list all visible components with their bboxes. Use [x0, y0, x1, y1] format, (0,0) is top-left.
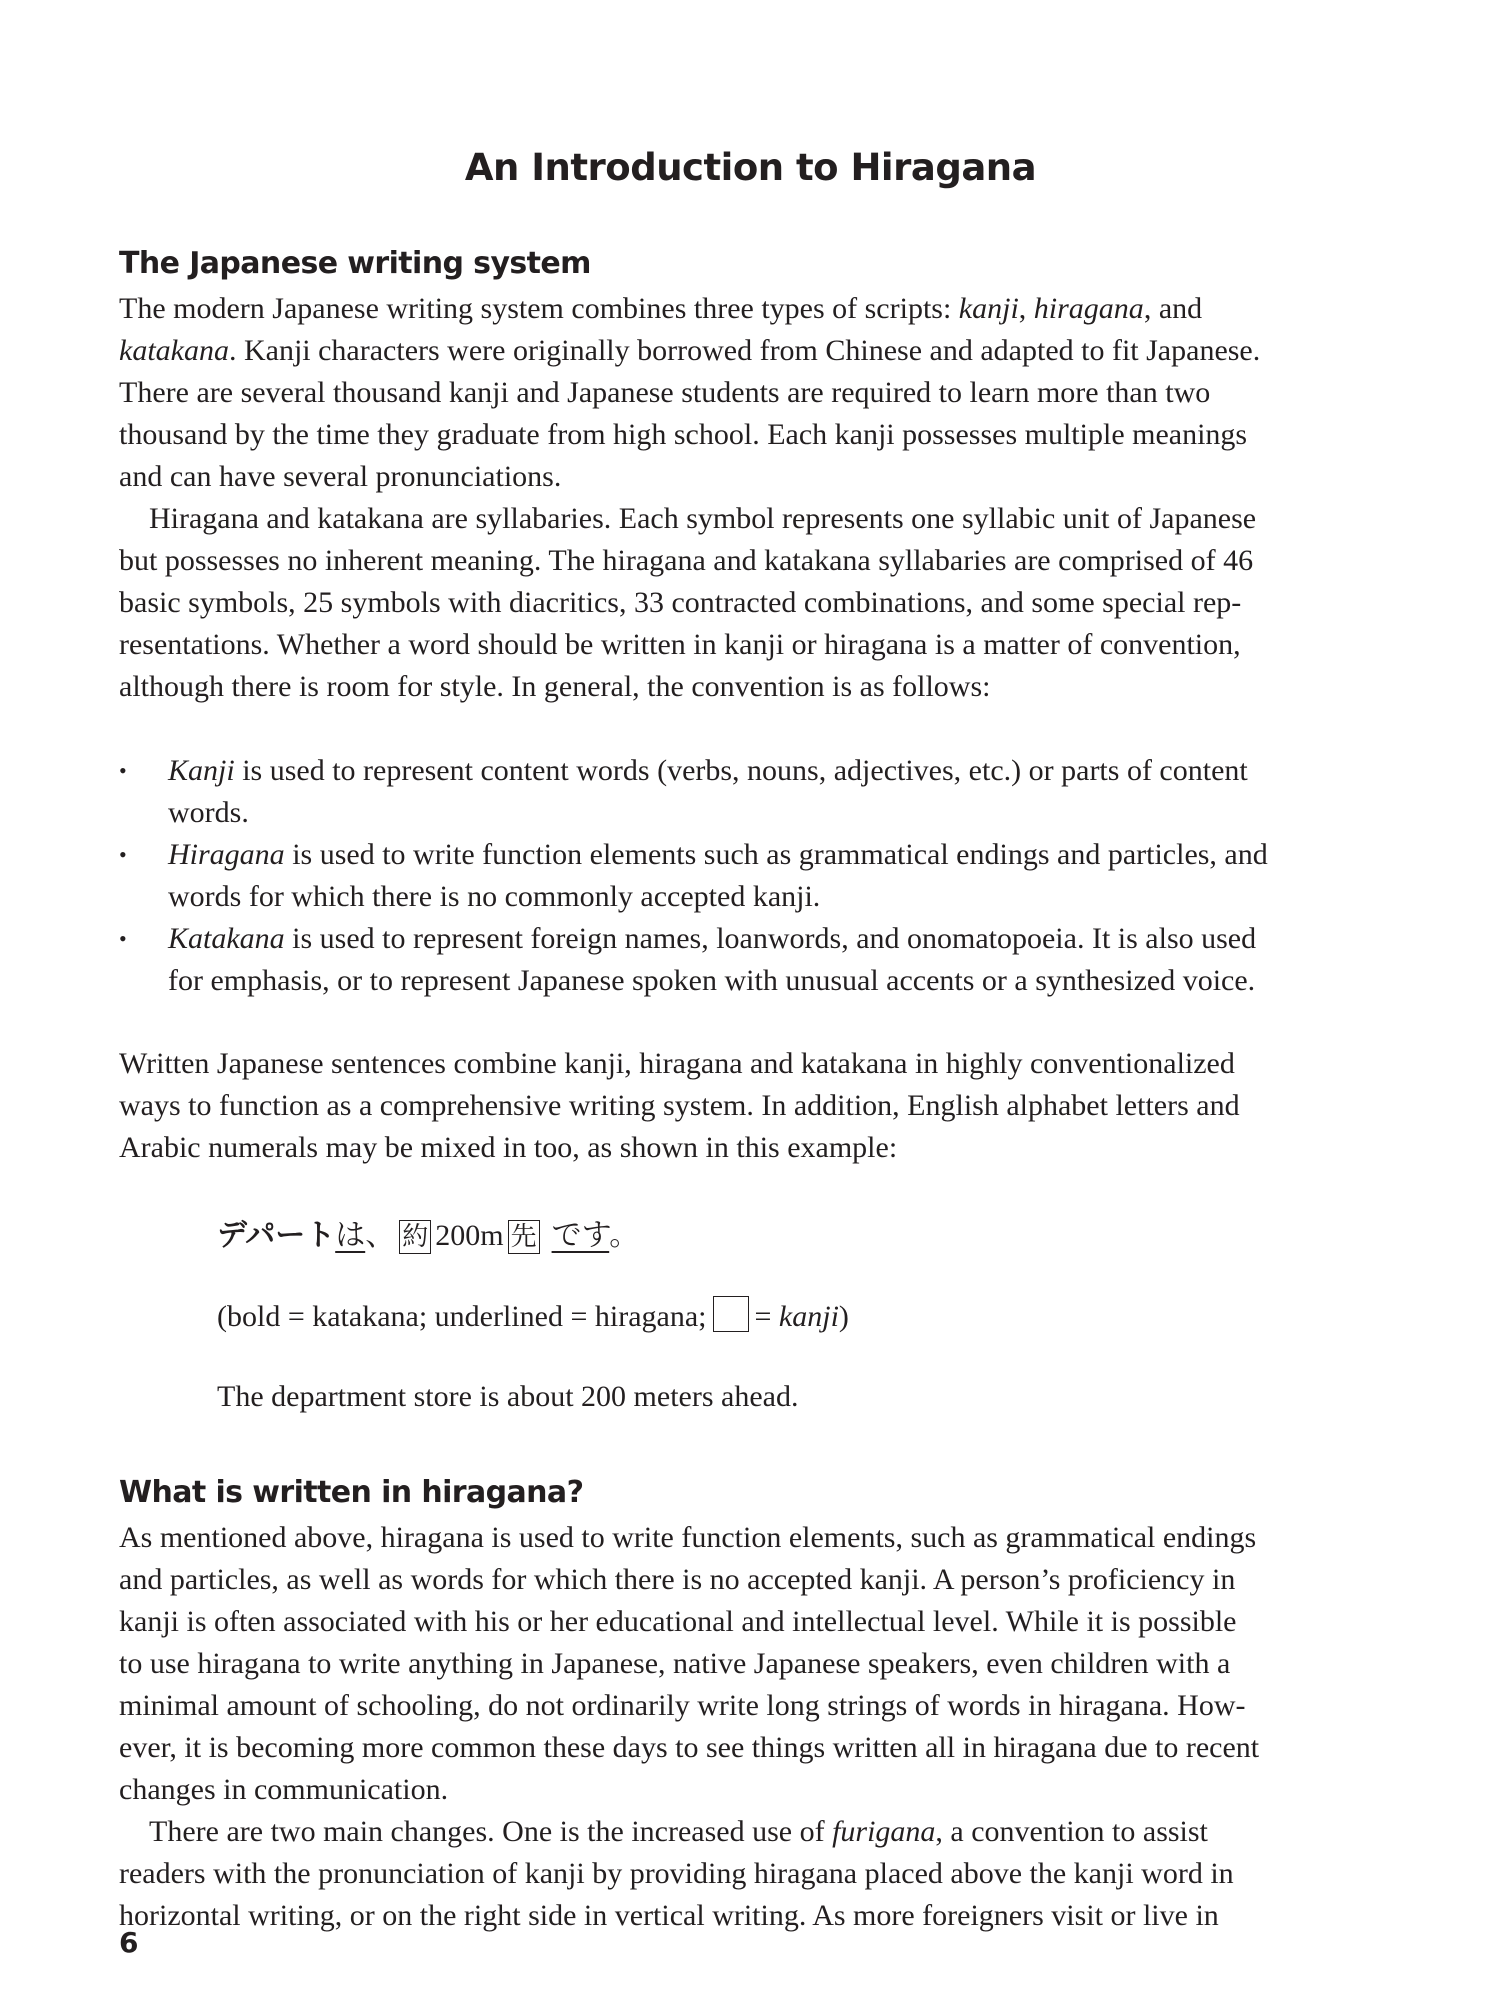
- example-translation: The department store is about 200 meters ahead.: [217, 1380, 799, 1413]
- page-number: 6: [119, 1926, 139, 1959]
- paragraph-syllabaries: [119, 498, 1409, 708]
- text-line: [119, 288, 1409, 330]
- text-line: [119, 372, 1409, 414]
- kanji-approx: 約: [399, 1220, 431, 1254]
- text-line: [119, 1769, 1409, 1811]
- kanji-ahead: 先: [508, 1220, 540, 1254]
- text-line: [119, 1127, 1409, 1169]
- text-run: . Kanji characters were originally borrowed from Chinese and adapted to fit Japanese.: [228, 334, 1261, 367]
- text-run: readers with the pronunciation of kanji by providing hiragana placed above the kanji word in: [119, 1857, 1234, 1890]
- text-run: ever, it is becoming more common these days to see things written all in hiragana due to recent: [119, 1731, 1260, 1764]
- katakana-word: デパート: [217, 1218, 336, 1253]
- legend-equals: =: [754, 1300, 779, 1333]
- text-line: [119, 1043, 1409, 1085]
- bullet-term: Katakana: [168, 922, 285, 955]
- bullet-line: [168, 960, 1419, 1002]
- text-run: Written Japanese sentences combine kanji, hiragana and katakana in highly conventionalized: [119, 1047, 1235, 1080]
- text-line: [119, 498, 1409, 540]
- text-line: [119, 624, 1409, 666]
- text-run: ,: [1018, 292, 1034, 325]
- text-line: [119, 582, 1409, 624]
- text-run: basic symbols, 25 symbols with diacritics, 33 contracted combinations, and some special rep-: [119, 586, 1242, 619]
- bullet-line: [168, 918, 1419, 960]
- bullet-item: [119, 834, 1419, 918]
- convention-bullet-list: [119, 750, 1419, 1002]
- example-legend: [217, 1296, 849, 1334]
- text-run: minimal amount of schooling, do not ordinarily write long strings of words in hiragana. How-: [119, 1689, 1246, 1722]
- bullet-item: [119, 918, 1419, 1002]
- bullet-text: is used to represent foreign names, loanwords, and onomatopoeia. It is also used: [284, 922, 1257, 955]
- legend-text: (bold = katakana; underlined = hiragana;: [217, 1300, 707, 1333]
- italic-term: furigana: [832, 1815, 936, 1848]
- text-line: [119, 1085, 1409, 1127]
- text-line: [119, 540, 1409, 582]
- bullet-icon: •: [119, 842, 127, 867]
- text-line: [119, 1685, 1409, 1727]
- bullet-text: for emphasis, or to represent Japanese spoken with unusual accents or a synthesized voice.: [168, 964, 1256, 997]
- text-line: [119, 666, 1409, 708]
- bullet-text: words.: [168, 796, 249, 829]
- text-line: [119, 1559, 1409, 1601]
- text-run: although there is room for style. In general, the convention is as follows:: [119, 670, 991, 703]
- legend-close: ): [838, 1300, 849, 1333]
- text-line: [119, 1727, 1409, 1769]
- bullet-term: Hiragana: [168, 838, 285, 871]
- text-run: but possesses no inherent meaning. The hiragana and katakana syllabaries are comprised of 46: [119, 544, 1254, 577]
- japanese-example-sentence: [217, 1210, 639, 1254]
- text-line: [119, 1517, 1409, 1559]
- text-run: ways to function as a comprehensive writing system. In addition, English alphabet letters and: [119, 1089, 1240, 1122]
- bullet-line: [168, 834, 1419, 876]
- bullet-term: Kanji: [168, 754, 235, 787]
- bullet-icon: •: [119, 758, 127, 783]
- bullet-line: [168, 876, 1419, 918]
- text-line: [119, 414, 1409, 456]
- text-line: [119, 1601, 1409, 1643]
- kanji-box-symbol: [713, 1296, 749, 1332]
- italic-term: hiragana: [1033, 292, 1144, 325]
- bullet-text: words for which there is no commonly accepted kanji.: [168, 880, 821, 913]
- text-line: [119, 1853, 1409, 1895]
- text-run: to use hiragana to write anything in Japanese, native Japanese speakers, even children with a: [119, 1647, 1231, 1680]
- text-run: Arabic numerals may be mixed in too, as shown in this example:: [119, 1131, 898, 1164]
- text-run: and particles, as well as words for which there is no accepted kanji. A person’s proficiency in: [119, 1563, 1236, 1596]
- text-run: and can have several pronunciations.: [119, 460, 562, 493]
- japanese-comma: 、: [365, 1218, 396, 1253]
- text-run: As mentioned above, hiragana is used to write function elements, such as grammatical endings: [119, 1521, 1257, 1554]
- text-run: resentations. Whether a word should be written in kanji or hiragana is a matter of convention,: [119, 628, 1241, 661]
- page-title: An Introduction to Hiragana: [464, 146, 1037, 189]
- text-run: Hiragana and katakana are syllabaries. Each symbol represents one syllabic unit of Japanese: [149, 502, 1257, 535]
- text-line: [119, 1895, 1409, 1937]
- bullet-line: [168, 792, 1419, 834]
- section-heading-writing-system: The Japanese writing system: [119, 246, 591, 281]
- number-200m: 200m: [435, 1219, 504, 1252]
- text-line: [119, 330, 1409, 372]
- text-run: thousand by the time they graduate from high school. Each kanji possesses multiple meanings: [119, 418, 1248, 451]
- text-run: The modern Japanese writing system combines three types of scripts:: [119, 292, 959, 325]
- text-line: [119, 456, 1409, 498]
- bullet-item: [119, 750, 1419, 834]
- paragraph-what-hiragana: [119, 1517, 1409, 1811]
- legend-kanji: kanji: [778, 1300, 839, 1333]
- paragraph-intro: [119, 288, 1409, 498]
- italic-term: kanji: [958, 292, 1019, 325]
- italic-term: katakana: [119, 334, 229, 367]
- text-run: , and: [1143, 292, 1203, 325]
- text-run: There are several thousand kanji and Japanese students are required to learn more than two: [119, 376, 1211, 409]
- text-run: kanji is often associated with his or her educational and intellectual level. While it is possible: [119, 1605, 1237, 1638]
- hiragana-particle: は: [335, 1218, 366, 1253]
- text-run: , a convention to assist: [935, 1815, 1208, 1848]
- japanese-period: 。: [609, 1218, 640, 1253]
- text-run: changes in communication.: [119, 1773, 449, 1806]
- hiragana-desu: です: [551, 1218, 610, 1253]
- text-run: horizontal writing, or on the right side in vertical writing. As more foreigners visit or live in: [119, 1899, 1219, 1932]
- paragraph-combination: [119, 1043, 1409, 1169]
- text-line: [119, 1811, 1409, 1853]
- bullet-text: is used to write function elements such as grammatical endings and particles, and: [284, 838, 1268, 871]
- bullet-icon: •: [119, 926, 127, 951]
- paragraph-main-changes: [119, 1811, 1409, 1937]
- text-run: There are two main changes. One is the increased use of: [149, 1815, 833, 1848]
- section-heading-hiragana: What is written in hiragana?: [119, 1475, 584, 1510]
- text-line: [119, 1643, 1409, 1685]
- bullet-text: is used to represent content words (verbs, nouns, adjectives, etc.) or parts of content: [234, 754, 1248, 787]
- bullet-line: [168, 750, 1419, 792]
